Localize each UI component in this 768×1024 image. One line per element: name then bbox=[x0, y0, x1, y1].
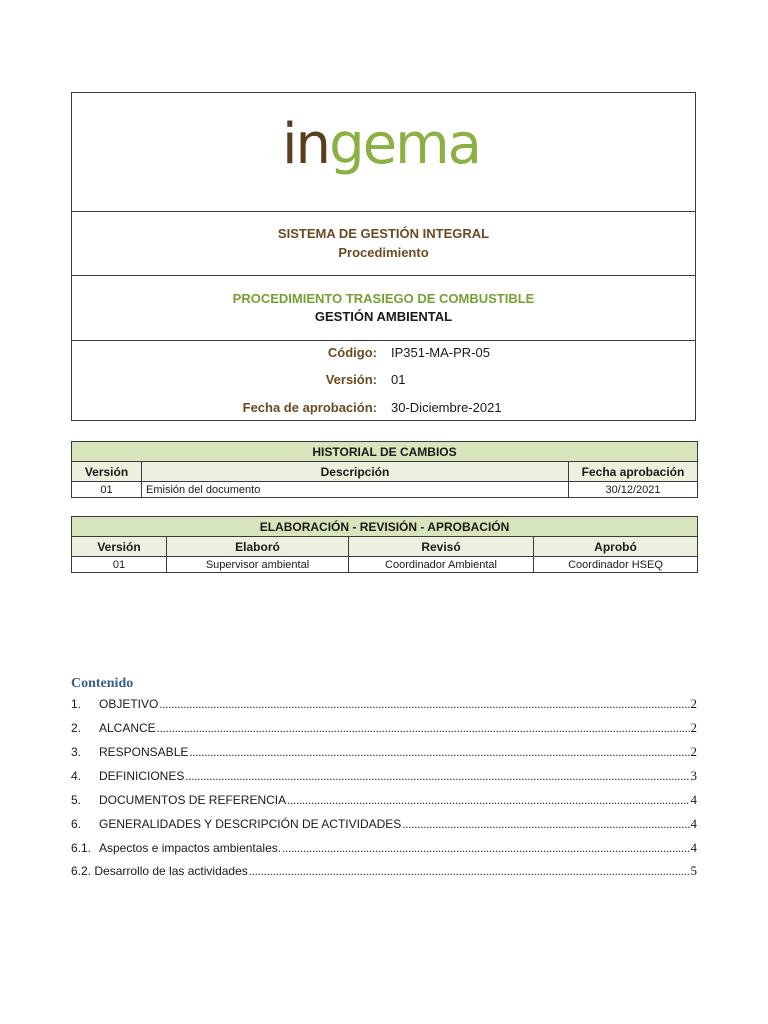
toc-page-number: 5 bbox=[690, 863, 697, 878]
toc-number: 3. bbox=[71, 745, 82, 759]
ingema-logo-image bbox=[282, 117, 487, 183]
svg-text:ingema: ingema bbox=[282, 117, 480, 177]
col-header-reviewed-by: Revisó bbox=[349, 537, 534, 557]
logo-section bbox=[72, 93, 695, 212]
toc-page-number: 2 bbox=[690, 720, 697, 735]
toc-label: Aspectos e impactos ambientales. bbox=[99, 841, 282, 855]
history-table-title-row bbox=[72, 442, 698, 462]
toc-page-number: 4 bbox=[690, 792, 697, 807]
col-header-version: Versión bbox=[72, 462, 142, 482]
toc-entry[interactable] bbox=[71, 816, 697, 834]
approval-table-header-row bbox=[72, 537, 698, 557]
toc-leader bbox=[157, 721, 690, 736]
procedure-title: PROCEDIMIENTO TRASIEGO DE COMBUSTIBLE bbox=[232, 291, 535, 306]
cell-approved-by: Coordinador HSEQ bbox=[534, 557, 698, 573]
system-subtitle: Procedimiento bbox=[338, 245, 429, 260]
toc-number: 2. bbox=[71, 721, 82, 735]
cell-reviewed-by: Coordinador Ambiental bbox=[349, 557, 534, 573]
toc-number: 6.1. bbox=[71, 841, 92, 855]
col-header-approved-by: Aprobó bbox=[534, 537, 698, 557]
toc-leader bbox=[282, 841, 689, 856]
meta-approval-date-label: Fecha de aprobación: bbox=[242, 400, 377, 415]
toc-leader bbox=[402, 817, 689, 832]
toc-entry[interactable] bbox=[71, 792, 697, 810]
toc-number: 1. bbox=[71, 697, 82, 711]
procedure-section bbox=[72, 276, 695, 341]
toc-entry[interactable] bbox=[71, 840, 697, 858]
col-header-prepared-by: Elaboró bbox=[167, 537, 349, 557]
toc-label: GENERALIDADES Y DESCRIPCIÓN DE ACTIVIDADES bbox=[99, 817, 402, 831]
toc-leader bbox=[159, 697, 689, 712]
table-row bbox=[72, 482, 698, 498]
contents-heading: Contenido bbox=[71, 676, 134, 691]
meta-version bbox=[72, 372, 695, 392]
document-header bbox=[71, 92, 696, 421]
toc-page-number: 2 bbox=[690, 744, 697, 759]
meta-code-label: Código: bbox=[327, 345, 377, 360]
toc-leader bbox=[287, 793, 689, 808]
toc-page-number: 3 bbox=[690, 768, 697, 783]
toc-number: 4. bbox=[71, 769, 82, 783]
approval-table-title: ELABORACIÓN - REVISIÓN - APROBACIÓN bbox=[72, 517, 698, 537]
toc-page-number: 4 bbox=[690, 840, 697, 855]
ingema-logo bbox=[282, 117, 487, 183]
col-header-version: Versión bbox=[72, 537, 167, 557]
toc-label: DEFINICIONES bbox=[99, 769, 185, 783]
cell-version: 01 bbox=[72, 482, 142, 498]
meta-approval-date-value: 30-Diciembre-2021 bbox=[391, 400, 502, 415]
history-table-title: HISTORIAL DE CAMBIOS bbox=[72, 442, 698, 462]
meta-version-label: Versión: bbox=[325, 372, 377, 387]
approval-table-title-row bbox=[72, 517, 698, 537]
toc-entry[interactable] bbox=[71, 863, 697, 881]
toc-label: ALCANCE bbox=[99, 721, 156, 735]
toc-entry[interactable] bbox=[71, 720, 697, 738]
system-section bbox=[72, 212, 695, 276]
toc-entry[interactable] bbox=[71, 744, 697, 762]
meta-version-value: 01 bbox=[391, 372, 406, 387]
table-row bbox=[72, 557, 698, 573]
meta-code bbox=[72, 345, 695, 365]
toc-number: 5. bbox=[71, 793, 82, 807]
cell-version: 01 bbox=[72, 557, 167, 573]
toc-label: RESPONSABLE bbox=[99, 745, 189, 759]
meta-code-value: IP351-MA-PR-05 bbox=[391, 345, 490, 360]
cell-approval-date: 30/12/2021 bbox=[569, 482, 698, 498]
toc-page-number: 4 bbox=[690, 816, 697, 831]
col-header-approval-date: Fecha aprobación bbox=[569, 462, 698, 482]
cell-description: Emisión del documento bbox=[142, 482, 569, 498]
meta-approval-date bbox=[72, 400, 695, 420]
procedure-subtitle: GESTIÓN AMBIENTAL bbox=[314, 309, 453, 324]
toc-label: 6.2. Desarrollo de las actividades bbox=[71, 864, 248, 878]
system-title: SISTEMA DE GESTIÓN INTEGRAL bbox=[277, 226, 490, 241]
history-table-header-row bbox=[72, 462, 698, 482]
toc-label: OBJETIVO bbox=[99, 697, 159, 711]
toc-entry[interactable] bbox=[71, 696, 697, 714]
toc-page-number: 2 bbox=[690, 696, 697, 711]
approval-table bbox=[71, 516, 698, 573]
col-header-description: Descripción bbox=[142, 462, 569, 482]
history-table bbox=[71, 441, 698, 498]
toc-number: 6. bbox=[71, 817, 82, 831]
toc-leader bbox=[185, 769, 689, 784]
toc-leader bbox=[249, 864, 690, 879]
toc-entry[interactable] bbox=[71, 768, 697, 786]
cell-prepared-by: Supervisor ambiental bbox=[167, 557, 349, 573]
toc-leader bbox=[189, 745, 689, 760]
toc-label: DOCUMENTOS DE REFERENCIA bbox=[99, 793, 287, 807]
metadata-section bbox=[72, 341, 695, 421]
